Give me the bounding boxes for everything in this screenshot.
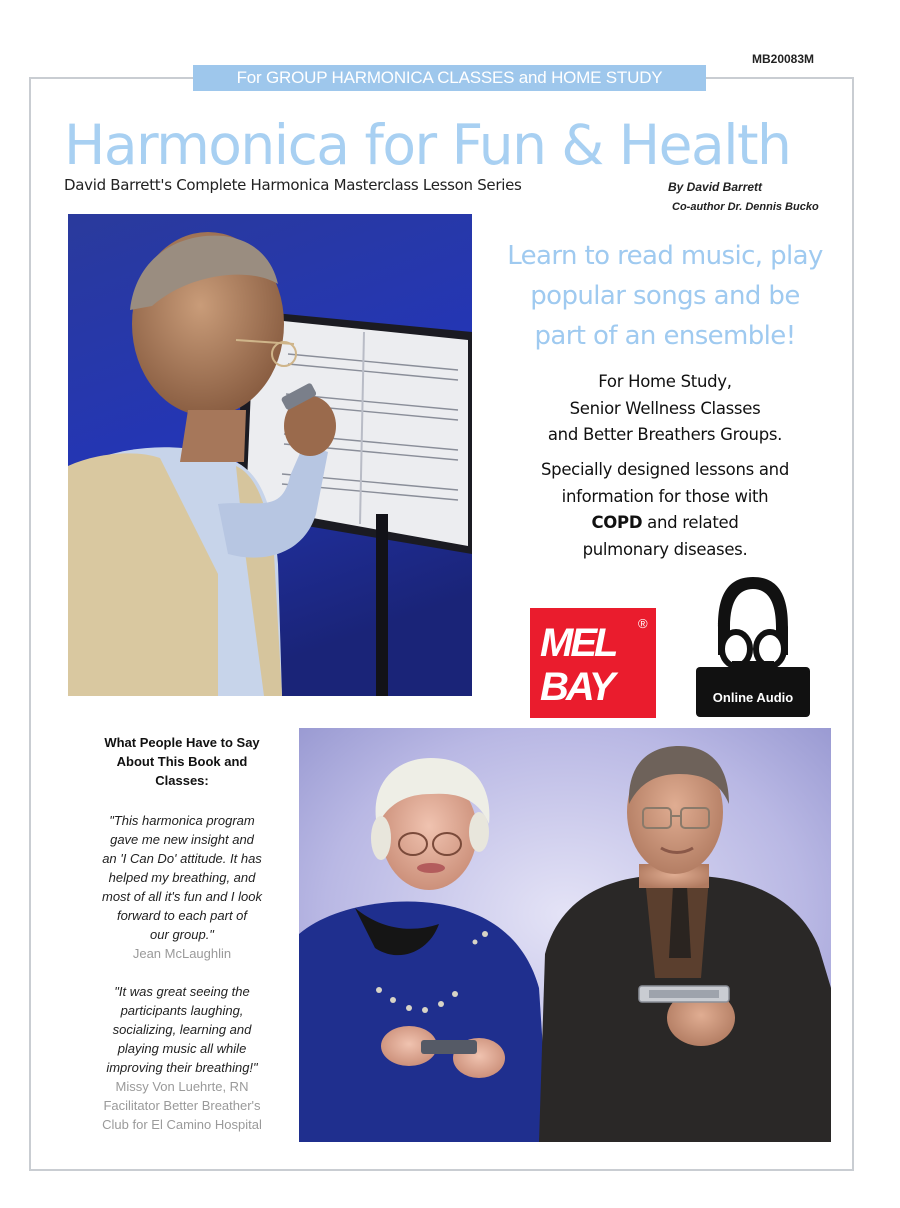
couple-photo bbox=[299, 728, 831, 1142]
testimonials-heading bbox=[82, 733, 282, 790]
quote-line: our group." bbox=[150, 927, 214, 942]
quote-line: playing music all while bbox=[117, 1041, 247, 1056]
mel-bay-logo bbox=[530, 608, 656, 718]
tagline-line: popular songs and be bbox=[530, 281, 800, 311]
audience-list bbox=[500, 369, 830, 449]
heading-line: About This Book and bbox=[116, 754, 248, 769]
author-credit: By David Barrett bbox=[668, 180, 763, 194]
attribution-line: Missy Von Luehrte, RN bbox=[115, 1079, 249, 1094]
testimonial-quote bbox=[82, 982, 282, 1077]
quote-line: an 'I Can Do' attitude. It has bbox=[102, 851, 262, 866]
description-line: information for those with bbox=[561, 486, 769, 506]
mel-bay-logo-line2: BAY bbox=[540, 665, 613, 709]
quote-line: "It was great seeing the bbox=[114, 984, 250, 999]
attribution-line: Jean McLaughlin bbox=[132, 946, 232, 961]
audience-line: and Better Breathers Groups. bbox=[547, 425, 783, 444]
quote-line: forward to each part of bbox=[116, 908, 248, 923]
description-line: pulmonary diseases. bbox=[582, 539, 748, 559]
copd-highlight: COPD bbox=[591, 513, 643, 532]
quote-line: helped my breathing, and bbox=[108, 870, 256, 885]
book-title: Harmonica for Fun & Health bbox=[64, 113, 791, 177]
description-fragment: and related bbox=[642, 513, 739, 532]
quote-line: improving their breathing!" bbox=[106, 1060, 258, 1075]
heading-line: What People Have to Say bbox=[104, 735, 260, 750]
tagline-line: part of an ensemble! bbox=[534, 321, 796, 351]
testimonials bbox=[82, 733, 282, 1134]
top-banner: For GROUP HARMONICA CLASSES and HOME STUDY bbox=[193, 65, 706, 91]
catalog-number: MB20083M bbox=[752, 52, 815, 66]
harmonica-player-photo bbox=[68, 214, 472, 696]
attribution-line: Facilitator Better Breather's bbox=[103, 1098, 261, 1113]
book-subtitle: David Barrett's Complete Harmonica Masterclass Lesson Series bbox=[64, 176, 522, 194]
coauthor-credit: Co-author Dr. Dennis Bucko bbox=[672, 201, 819, 213]
heading-line: Classes: bbox=[155, 773, 209, 788]
description-line bbox=[500, 510, 830, 537]
testimonial-attribution bbox=[82, 944, 282, 963]
online-audio-badge bbox=[696, 575, 810, 717]
quote-line: most of all it's fun and I look bbox=[101, 889, 262, 904]
registered-mark: ® bbox=[638, 616, 648, 631]
harmonica-player-illustration bbox=[68, 214, 472, 696]
description-line: Specially designed lessons and bbox=[540, 460, 789, 479]
quote-line: socializing, learning and bbox=[112, 1022, 252, 1037]
headphones-icon bbox=[718, 577, 788, 669]
online-audio-label: Online Audio bbox=[712, 690, 794, 705]
description-text bbox=[500, 457, 830, 563]
testimonial-attribution bbox=[82, 1077, 282, 1134]
tagline bbox=[490, 236, 840, 356]
couple-illustration bbox=[299, 728, 831, 1142]
quote-line: "This harmonica program bbox=[109, 813, 255, 828]
attribution-line: Club for El Camino Hospital bbox=[102, 1117, 262, 1132]
testimonial-quote bbox=[82, 811, 282, 944]
audience-line: Senior Wellness Classes bbox=[569, 398, 761, 418]
mel-bay-logo-line1: MEL bbox=[540, 621, 616, 665]
quote-line: gave me new insight and bbox=[110, 832, 254, 847]
tagline-line: Learn to read music, play bbox=[507, 241, 823, 271]
quote-line: participants laughing, bbox=[120, 1003, 244, 1018]
audience-line: For Home Study, bbox=[598, 372, 732, 391]
